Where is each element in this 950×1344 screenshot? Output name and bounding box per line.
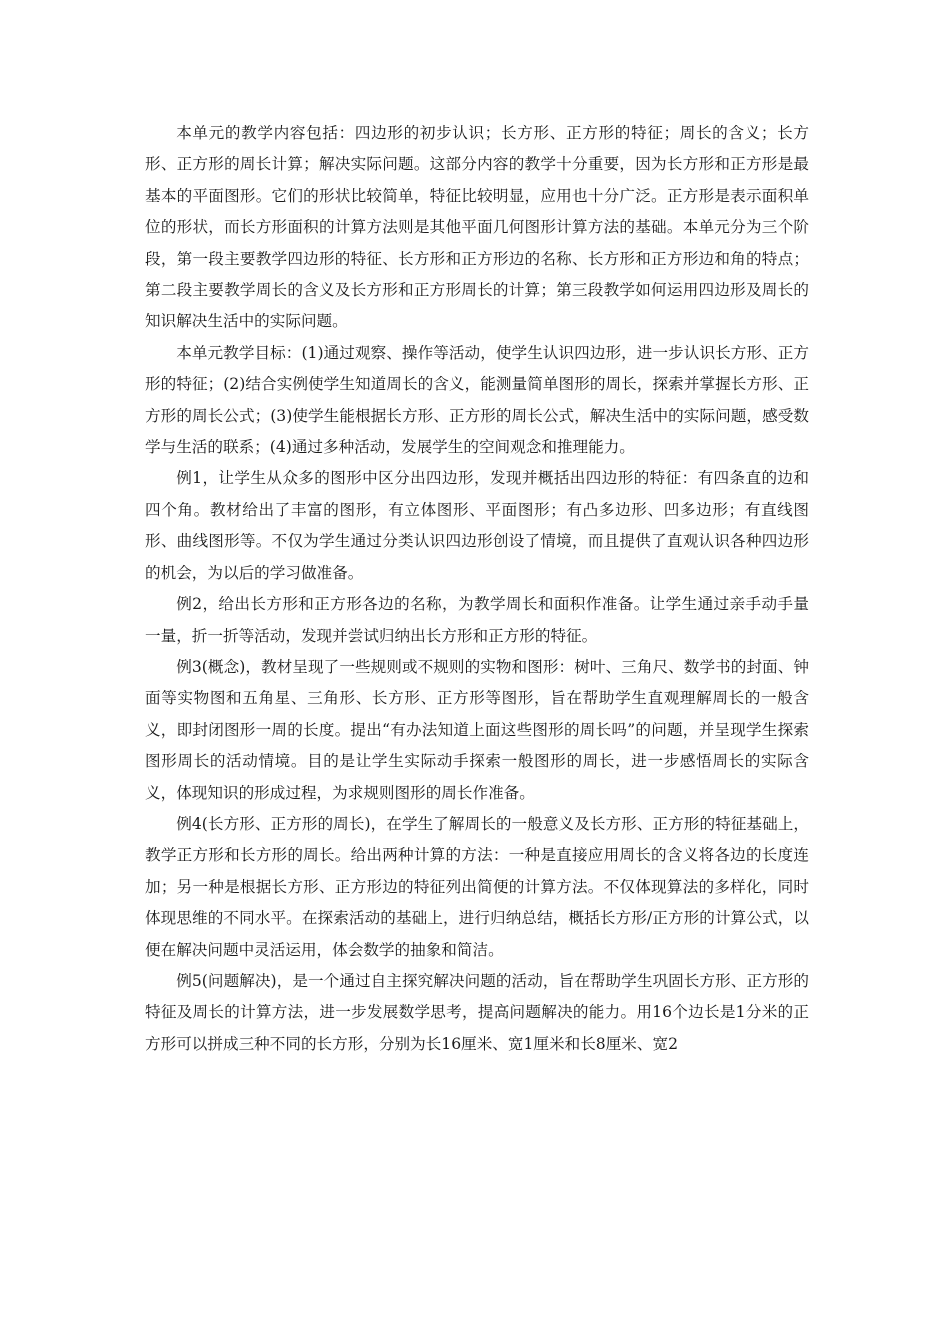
- paragraph-example-5: 例5(问题解决)，是一个通过自主探究解决问题的活动，旨在帮助学生巩固长方形、正方形的特征及周长的计算方法，进一步发展数学思考，提高问题解决的能力。用16个边长是1分米的正方形可以拼成三种不同的长方形，分别为长16厘米、宽1厘米和长8厘米、宽2: [145, 971, 809, 1053]
- paragraph-example-3: 例3(概念)，教材呈现了一些规则或不规则的实物和图形：树叶、三角尺、数学书的封面、钟面等实物图和五角星、三角形、长方形、正方形等图形，旨在帮助学生直观理解周长的一般含义，即封闭图形一周的长度。提出“有办法知道上面这些图形的周长吗”的问题，并呈现学生探索图形周长的活动情境。目的是让学生实际动手探索一般图形的周长，进一步感悟周长的实际含义，体现知识的形成过程，为求规则图形的周长作准备。: [145, 657, 809, 802]
- paragraph-example-2: 例2，给出长方形和正方形各边的名称，为教学周长和面积作准备。让学生通过亲手动手量一量，折一折等活动，发现并尝试归纳出长方形和正方形的特征。: [145, 595, 809, 645]
- paragraph-example-4: 例4(长方形、正方形的周长)，在学生了解周长的一般意义及长方形、正方形的特征基础上，教学正方形和长方形的周长。给出两种计算的方法：一种是直接应用周长的含义将各边的长度连加；另一种是根据长方形、正方形边的特征列出简便的计算方法。不仅体现算法的多样化，同时体现思维的不同水平。在探索活动的基础上，进行归纳总结，概括长方形/正方形的计算公式，以便在解决问题中灵活运用，体会数学的抽象和简洁。: [145, 814, 809, 959]
- document-body: [145, 118, 809, 1060]
- paragraph-example-1: 例1，让学生从众多的图形中区分出四边形，发现并概括出四边形的特征：有四条直的边和四个角。教材给出了丰富的图形，有立体图形、平面图形；有凸多边形、凹多边形；有直线图形、曲线图形等。不仅为学生通过分类认识四边形创设了情境，而且提供了直观认识各种四边形的机会，为以后的学习做准备。: [145, 469, 809, 582]
- paragraph-unit-content: 本单元的教学内容包括：四边形的初步认识；长方形、正方形的特征；周长的含义；长方形、正方形的周长计算；解决实际问题。这部分内容的教学十分重要，因为长方形和正方形是最基本的平面图形。它们的形状比较简单，特征比较明显，应用也十分广泛。正方形是表示面积单位的形状，而长方形面积的计算方法则是其他平面几何图形计算方法的基础。本单元分为三个阶段，第一段主要教学四边形的特征、长方形和正方形边的名称、长方形和正方形边和角的特点；第二段主要教学周长的含义及长方形和正方形周长的计算；第三段教学如何运用四边形及周长的知识解决生活中的实际问题。: [145, 124, 809, 331]
- paragraph-teaching-goals: 本单元教学目标：(1)通过观察、操作等活动，使学生认识四边形，进一步认识长方形、正方形的特征；(2)结合实例使学生知道周长的含义，能测量简单图形的周长，探索并掌握长方形、正方形的周长公式；(3)使学生能根据长方形、正方形的周长公式，解决生活中的实际问题，感受数学与生活的联系；(4)通过多种活动，发展学生的空间观念和推理能力。: [145, 343, 809, 457]
